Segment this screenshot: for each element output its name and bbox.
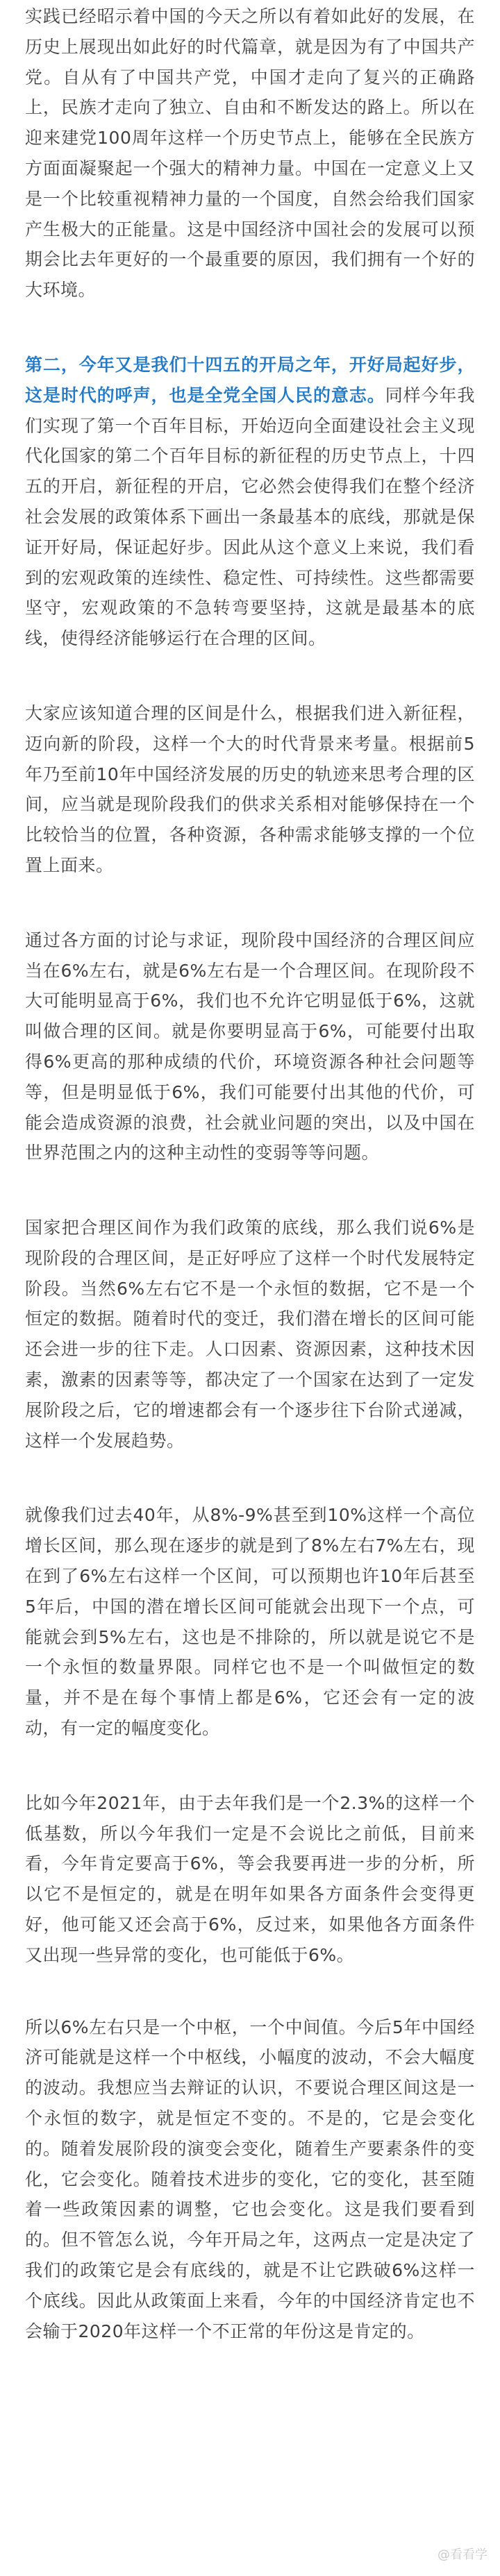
paragraph-2 [25, 350, 475, 654]
paragraph-8 [25, 2012, 475, 2347]
paragraph-7-text: 比如今年2021年，由于去年我们是一个2.3%的这样一个低基数，所以今年我们一定是不会说比之前低，目前来看，今年肯定要高于6%，等会我要再进一步的分析，所以它不是恒定的，就是在明年如果各方面条件会变得更好，他可能又还会高于6%，反过来，如果他各方面条件又出现一些异常的变化，也可能低于6%。 [25, 1792, 475, 1965]
paragraph-4-text: 通过各方面的讨论与求证，现阶段中国经济的合理区间应当在6%左右，就是6%左右是一个合理区间。在现阶段不大可能明显高于6%，我们也不允许它明显低于6%，这就叫做合理的区间。就是你要明显高于6%，可能要付出取得6%更高的那种成绩的代价，环境资源各种社会问题等等，但是明显低于6%，我们可能要付出其他的代价，可能会造成资源的浪费，社会就业问题的突出，以及中国在世界范围之内的这种主动性的变弱等等问题。 [25, 929, 475, 1163]
paragraph-5-text: 国家把合理区间作为我们政策的底线，那么我们说6%是现阶段的合理区间，是正好呼应了这样一个时代发展特定阶段。当然6%左右它不是一个永恒的数据，它不是一个恒定的数据。随着时代的变迁，我们潜在增长的区间可能还会进一步的往下走。人口因素、资源因素，这种技术因素，激素的因素等等，都决定了一个国家在达到了一定发展阶段之后，它的增速都会有一个逐步往下台阶式递减，这样一个发展趋势。 [25, 1218, 475, 1451]
weibo-watermark: @看看学 [438, 2548, 488, 2562]
paragraph-2-text: 同样今年我们实现了第一个百年目标，开始迈向全面建设社会主义现代化国家的第二个百年目标的新征程的历史节点上，十四五的开启，新征程的开启，它必然会使得我们在整个经济社会发展的政策体系下画出一条最基本的底线，那就是保证开好局，保证起好步。因此从这个意义上来说，我们看到的宏观政策的连续性、稳定性、可持续性。这些都需要坚守，宏观政策的不急转弯要坚持，这就是最基本的底线，使得经济能够运行在合理的区间。 [25, 385, 475, 649]
paragraph-7 [25, 1788, 475, 1971]
paragraph-1 [25, 1, 475, 305]
paragraph-4 [25, 925, 475, 1168]
paragraph-3-text: 大家应该知道合理的区间是什么，根据我们进入新征程，迈向新的阶段，这样一个大的时代背景来考量。根据前5年乃至前10年中国经济发展的历史的轨迹来思考合理的区间，应当就是现阶段我们的供求关系相对能够保持在一个比较恰当的位置，各种资源，各种需求能够支撑的一个位置上面来。 [25, 702, 475, 875]
paragraph-1-text: 实践已经昭示着中国的今天之所以有着如此好的发展，在历史上展现出如此好的时代篇章，就是因为有了中国共产党。自从有了中国共产党，中国才走向了复兴的正确路上，民族才走向了独立、自由和不断发达的路上。所以在迎来建党100周年这样一个历史节点上，能够在全民族方方面面凝聚起一个强大的精神力量。中国在一定意义上又是一个比较重视精神力量的一个国度，自然会给我们国家产生极大的正能量。这是中国经济中国社会的发展可以预期会比去年更好的一个最重要的原因，我们拥有一个好的大环境。 [25, 6, 475, 301]
paragraph-6 [25, 1500, 475, 1743]
paragraph-3 [25, 698, 475, 881]
paragraph-2-highlight: 第二，今年又是我们十四五的开局之年，开好局起好步，这是时代的呼声，也是全党全国人民的意志。 [25, 354, 475, 405]
paragraph-6-text: 就像我们过去40年，从8%-9%甚至到10%这样一个高位增长区间，那么现在逐步的就是到了8%左右7%左右，现在到了6%左右这样一个区间，可以预期也许10年后甚至5年后，中国的潜在增长区间可能就会出现下一个点，可能就会到5%左右，这也是不排除的，所以就是说它不是一个永恒的数量界限。同样它也不是一个叫做恒定的数量，并不是在每个事情上都是6%，它还会有一定的波动，有一定的幅度变化。 [25, 1505, 475, 1739]
paragraph-8-text: 所以6%左右只是一个中枢，一个中间值。今后5年中国经济可能就是这样一个中枢线，小幅度的波动，不会大幅度的波动。我想应当去辩证的认识，不要说合理区间这是一个永恒的数字，就是恒定不变的。不是的，它是会变化的。随着发展阶段的演变会变化，随着生产要素条件的变化，它会变化。随着技术进步的变化，它的变化，甚至随着一些政策因素的调整，它也会变化。这是我们要看到的。但不管怎么说，今年开局之年，这两点一定是决定了我们的政策它是会有底线的，就是不让它跌破6%这样一个底线。因此从政策面上来看，今年的中国经济肯定也不会输于2020年这样一个不正常的年份这是肯定的。 [25, 2017, 475, 2341]
paragraph-5 [25, 1213, 475, 1456]
